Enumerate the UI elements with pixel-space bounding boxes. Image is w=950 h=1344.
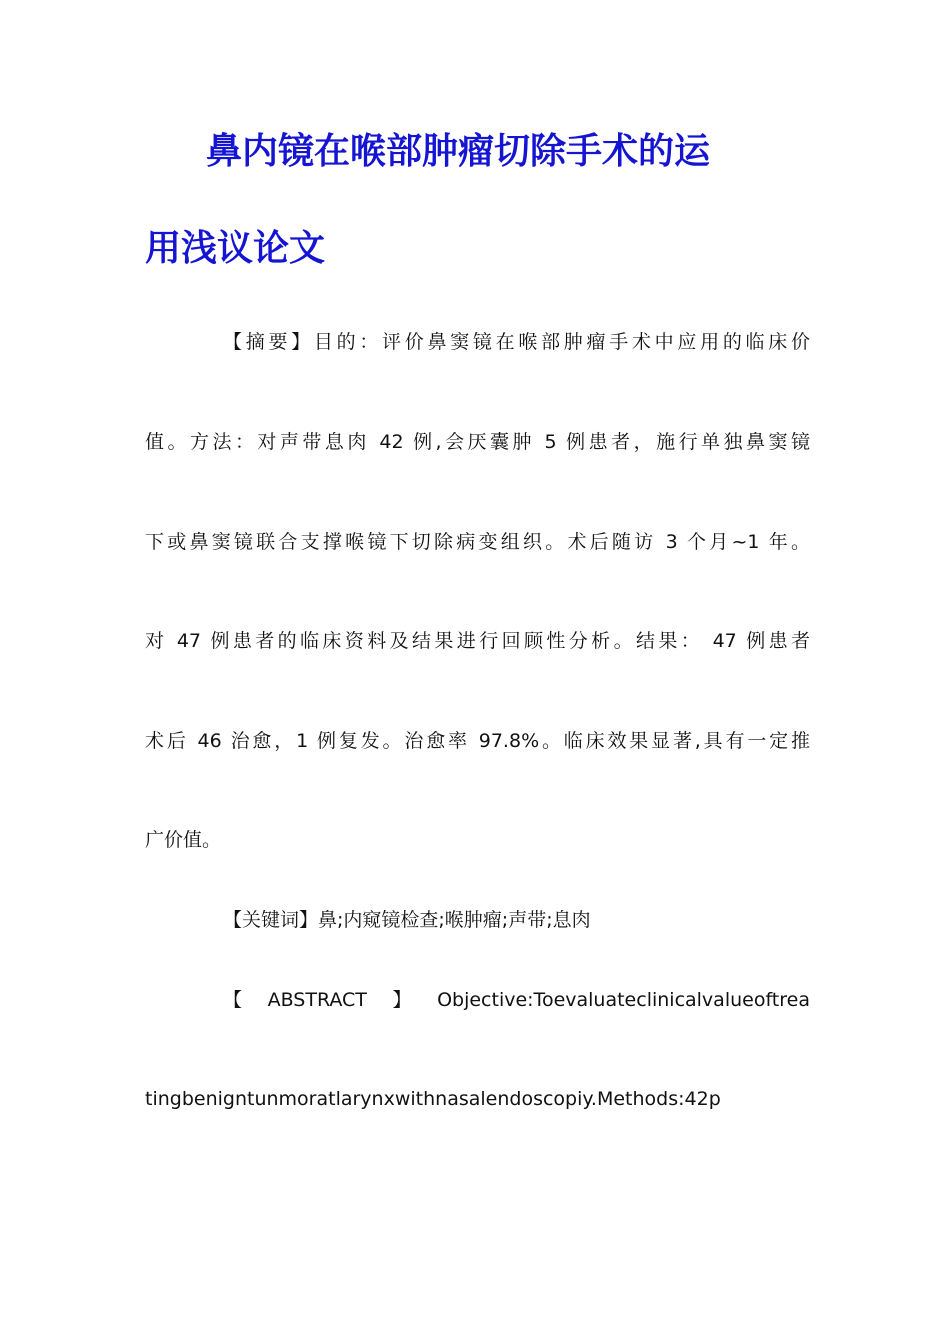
- abstract-cn-line: 术后 46 治愈，1 例复发。治愈率 97.8%。临床效果显著,具有一定推: [145, 730, 810, 752]
- abstract-cn-line: 对 47 例患者的临床资料及结果进行回顾性分析。结果： 47 例患者: [145, 630, 810, 652]
- document-title-line-1: 鼻内镜在喉部肿瘤切除手术的运: [206, 131, 711, 172]
- abstract-cn-line: 【摘要】目的：评价鼻窦镜在喉部肿瘤手术中应用的临床价: [223, 331, 810, 353]
- keywords-line: 【关键词】鼻;内窥镜检查;喉肿瘤;声带;息肉: [223, 909, 591, 931]
- abstract-cn-line: 广价值。: [145, 829, 222, 851]
- abstract-cn-line: 值。方法：对声带息肉 42 例,会厌囊肿 5 例患者，施行单独鼻窦镜: [145, 431, 810, 453]
- document-title-line-2: 用浅议论文: [145, 228, 326, 269]
- abstract-en-line: 【ABSTRACT】Objective:Toevaluateclinicalvalueoftrea: [223, 989, 810, 1011]
- abstract-cn-line: 下或鼻窦镜联合支撑喉镜下切除病变组织。术后随访 3 个月~1 年。: [145, 531, 810, 553]
- abstract-en-line: tingbenigntunmoratlarynxwithnasalendoscopiy.Methods:42p: [145, 1088, 721, 1110]
